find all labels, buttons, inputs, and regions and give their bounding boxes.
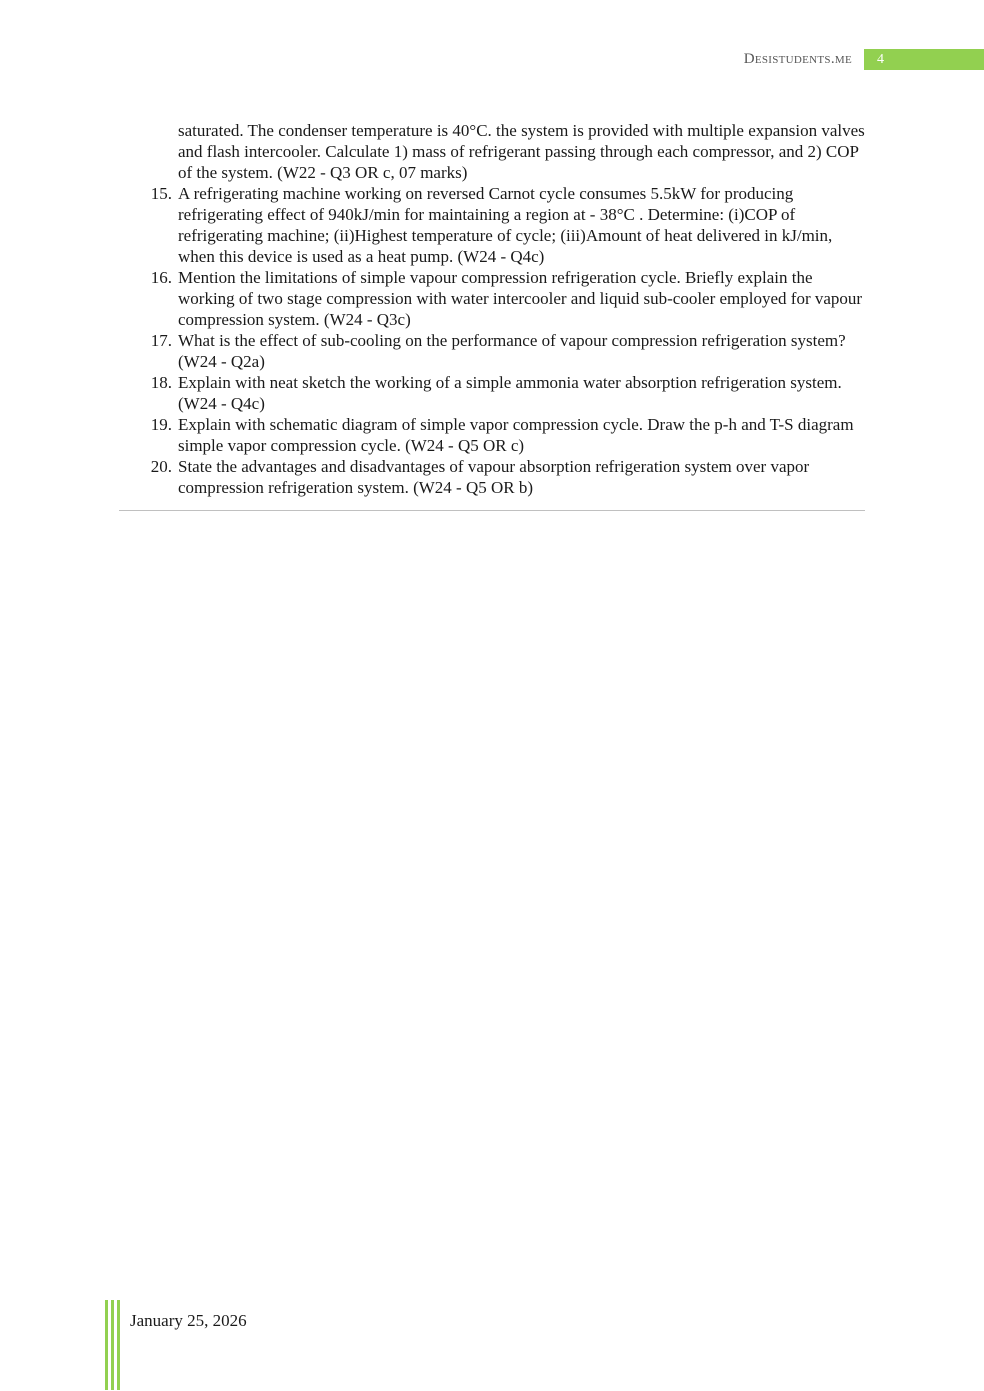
question-text: State the advantages and disadvantages of vapour absorption refrigeration system over vapor compression refrigeration system. (W24 - Q5 OR b) bbox=[178, 457, 810, 497]
question-text: Explain with schematic diagram of simple vapor compression cycle. Draw the p-h and T-S diagram simple vapor compression cycle. (W24 - Q5 OR c) bbox=[178, 415, 854, 455]
question-text: A refrigerating machine working on reversed Carnot cycle consumes 5.5kW for producing refrigerating effect of 940kJ/min for maintaining a region at - 38°C . Determine: (i)COP of refrigerating machine; (ii)Highest temperature of cycle; (iii)Amount of heat delivered in kJ/min, when this device is used as a heat pump. (W24 - Q4c) bbox=[178, 184, 833, 266]
footer-bar bbox=[105, 1300, 108, 1390]
page-number-badge: 4 bbox=[864, 49, 984, 70]
question-item bbox=[0, 183, 984, 267]
question-number: 18. bbox=[150, 373, 172, 392]
site-name: Desistudents.me bbox=[743, 51, 852, 67]
question-number: 16. bbox=[150, 268, 172, 287]
page-header bbox=[744, 49, 984, 70]
question-text: Explain with neat sketch the working of a simple ammonia water absorption refrigeration system. (W24 - Q4c) bbox=[178, 373, 842, 413]
section-divider bbox=[119, 510, 865, 511]
question-text: Mention the limitations of simple vapour compression refrigeration cycle. Briefly explain the working of two stage compression with water intercooler and liquid sub-cooler employed for vapour compression system. (W24 - Q3c) bbox=[178, 268, 863, 329]
question-list bbox=[0, 183, 984, 498]
question-item bbox=[0, 267, 984, 330]
question-number: 17. bbox=[150, 331, 172, 350]
footer-accent-bars bbox=[105, 1300, 120, 1390]
question-item bbox=[0, 456, 984, 498]
question-item bbox=[0, 372, 984, 414]
footer-bar bbox=[117, 1300, 120, 1390]
footer-date: January 25, 2026 bbox=[130, 1311, 247, 1330]
question-item bbox=[0, 414, 984, 456]
question-number: 15. bbox=[150, 184, 172, 203]
question-number: 20. bbox=[150, 457, 172, 476]
question-item bbox=[0, 330, 984, 372]
question-list-section bbox=[0, 120, 984, 498]
continued-question-text: saturated. The condenser temperature is 40°C. the system is provided with multiple expansion valves and flash intercooler. Calculate 1) mass of refrigerant passing through each compressor, and 2) COP of the system. (W22 - Q3 OR c, 07 marks) bbox=[178, 121, 865, 182]
footer-bar bbox=[111, 1300, 114, 1390]
question-number: 19. bbox=[150, 415, 172, 434]
question-text: What is the effect of sub-cooling on the performance of vapour compression refrigeration system? (W24 - Q2a) bbox=[178, 331, 846, 371]
